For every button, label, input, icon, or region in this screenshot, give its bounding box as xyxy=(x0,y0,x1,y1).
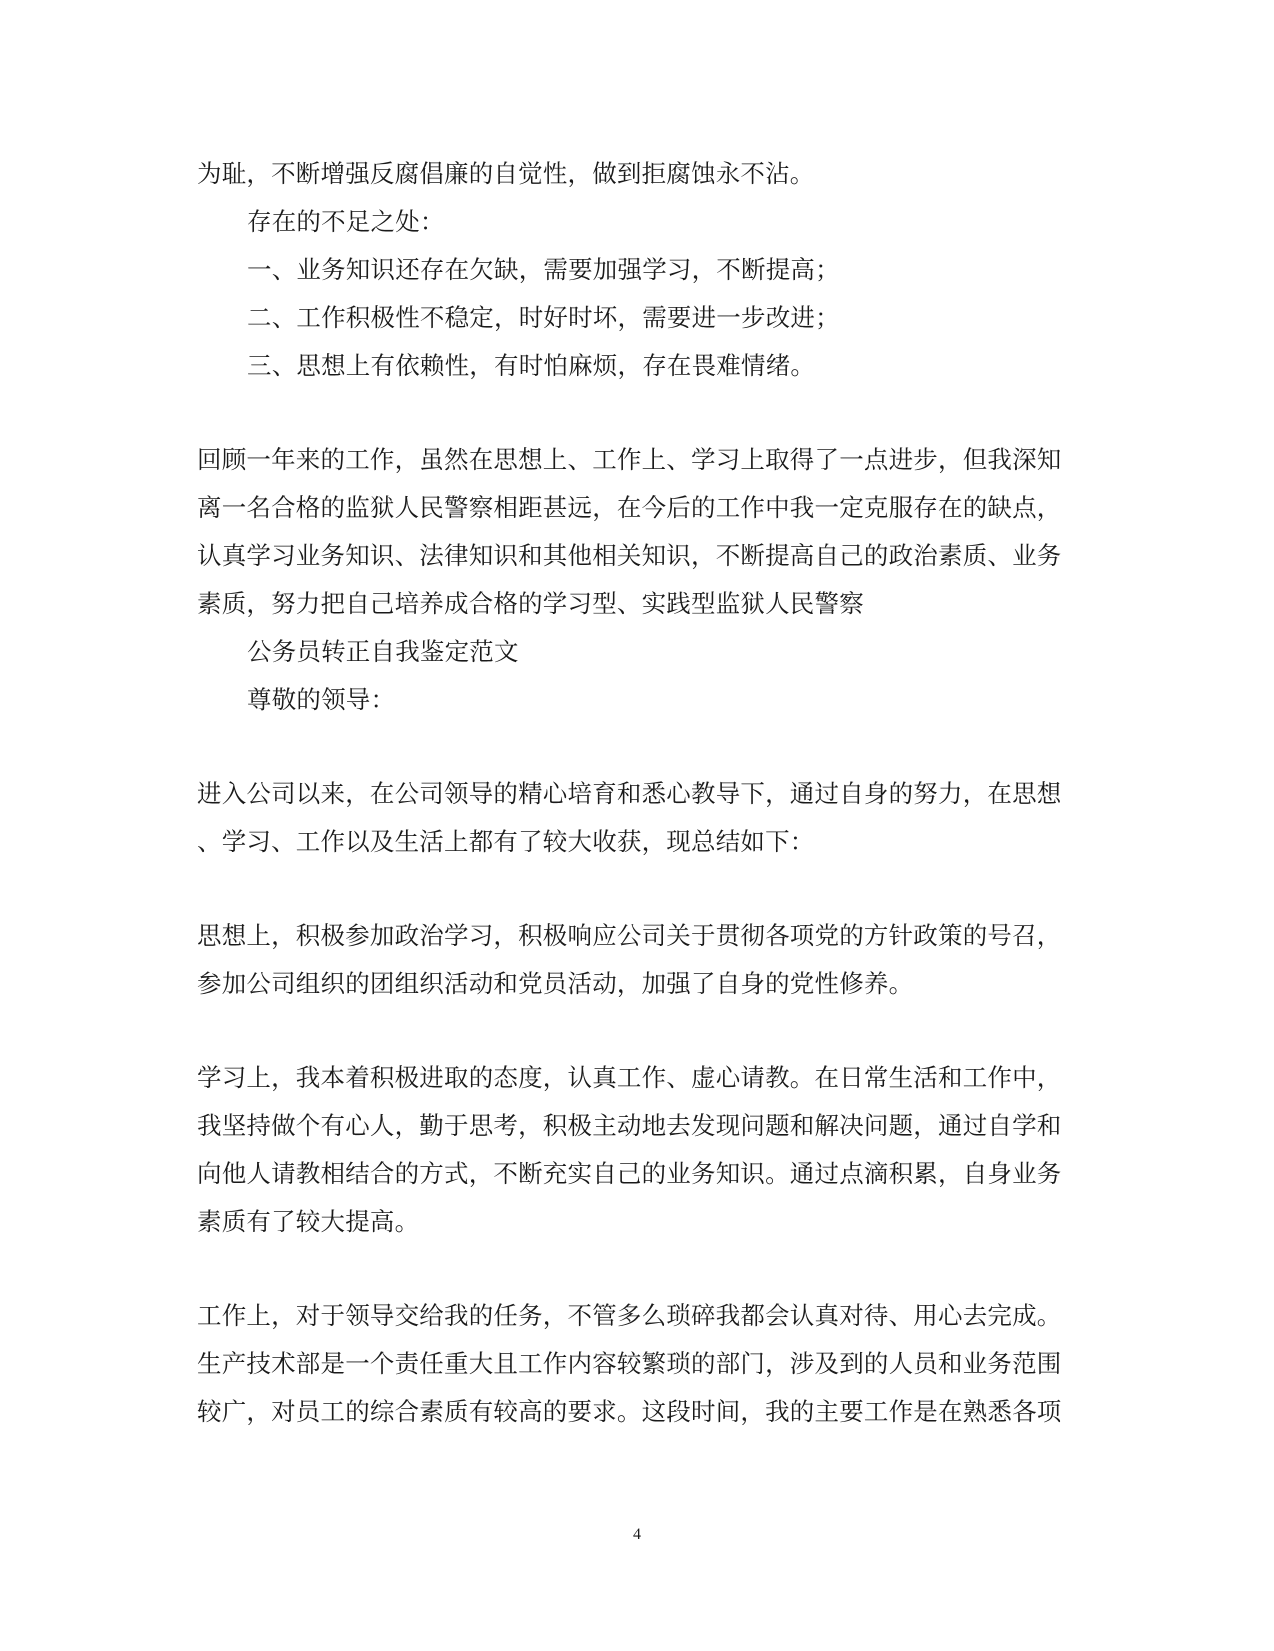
text-line: 参加公司组织的团组织活动和党员活动，加强了自身的党性修养。 xyxy=(197,969,914,998)
text-line: 存在的不足之处： xyxy=(247,207,445,236)
text-line: 素质有了较大提高。 xyxy=(197,1207,420,1236)
text-line: 素质，努力把自己培养成合格的学习型、实践型监狱人民警察 xyxy=(197,589,864,618)
text-line: 为耻，不断增强反腐倡廉的自觉性，做到拒腐蚀永不沾。 xyxy=(197,159,815,188)
text-line: 三、思想上有依赖性，有时怕麻烦，存在畏难情绪。 xyxy=(247,351,816,380)
text-line: 、学习、工作以及生活上都有了较大收获，现总结如下： xyxy=(197,827,815,856)
text-line: 认真学习业务知识、法律知识和其他相关知识，不断提高自己的政治素质、业务 xyxy=(197,541,1062,570)
text-line: 进入公司以来，在公司领导的精心培育和悉心教导下，通过自身的努力，在思想 xyxy=(197,779,1062,808)
text-line: 回顾一年来的工作，虽然在思想上、工作上、学习上取得了一点进步，但我深知 xyxy=(197,445,1062,474)
section-title: 公务员转正自我鉴定范文 xyxy=(247,637,519,666)
text-line: 我坚持做个有心人，勤于思考，积极主动地去发现问题和解决问题，通过自学和 xyxy=(197,1111,1062,1140)
salutation: 尊敬的领导： xyxy=(247,685,396,714)
text-line: 二、工作积极性不稳定，时好时坏，需要进一步改进； xyxy=(247,303,840,332)
text-line: 较广，对员工的综合素质有较高的要求。这段时间，我的主要工作是在熟悉各项 xyxy=(197,1397,1062,1426)
text-line: 思想上，积极参加政治学习，积极响应公司关于贯彻各项党的方针政策的号召， xyxy=(197,921,1062,950)
text-line: 学习上，我本着积极进取的态度，认真工作、虚心请教。在日常生活和工作中， xyxy=(197,1063,1062,1092)
text-line: 向他人请教相结合的方式，不断充实自己的业务知识。通过点滴积累，自身业务 xyxy=(197,1159,1062,1188)
text-line: 工作上，对于领导交给我的任务，不管多么琐碎我都会认真对待、用心去完成。 xyxy=(197,1301,1062,1330)
page-number: 4 xyxy=(633,1526,641,1543)
text-line: 生产技术部是一个责任重大且工作内容较繁琐的部门，涉及到的人员和业务范围 xyxy=(197,1349,1062,1378)
text-line: 一、业务知识还存在欠缺，需要加强学习，不断提高； xyxy=(247,255,840,284)
text-line: 离一名合格的监狱人民警察相距甚远，在今后的工作中我一定克服存在的缺点， xyxy=(197,493,1062,522)
